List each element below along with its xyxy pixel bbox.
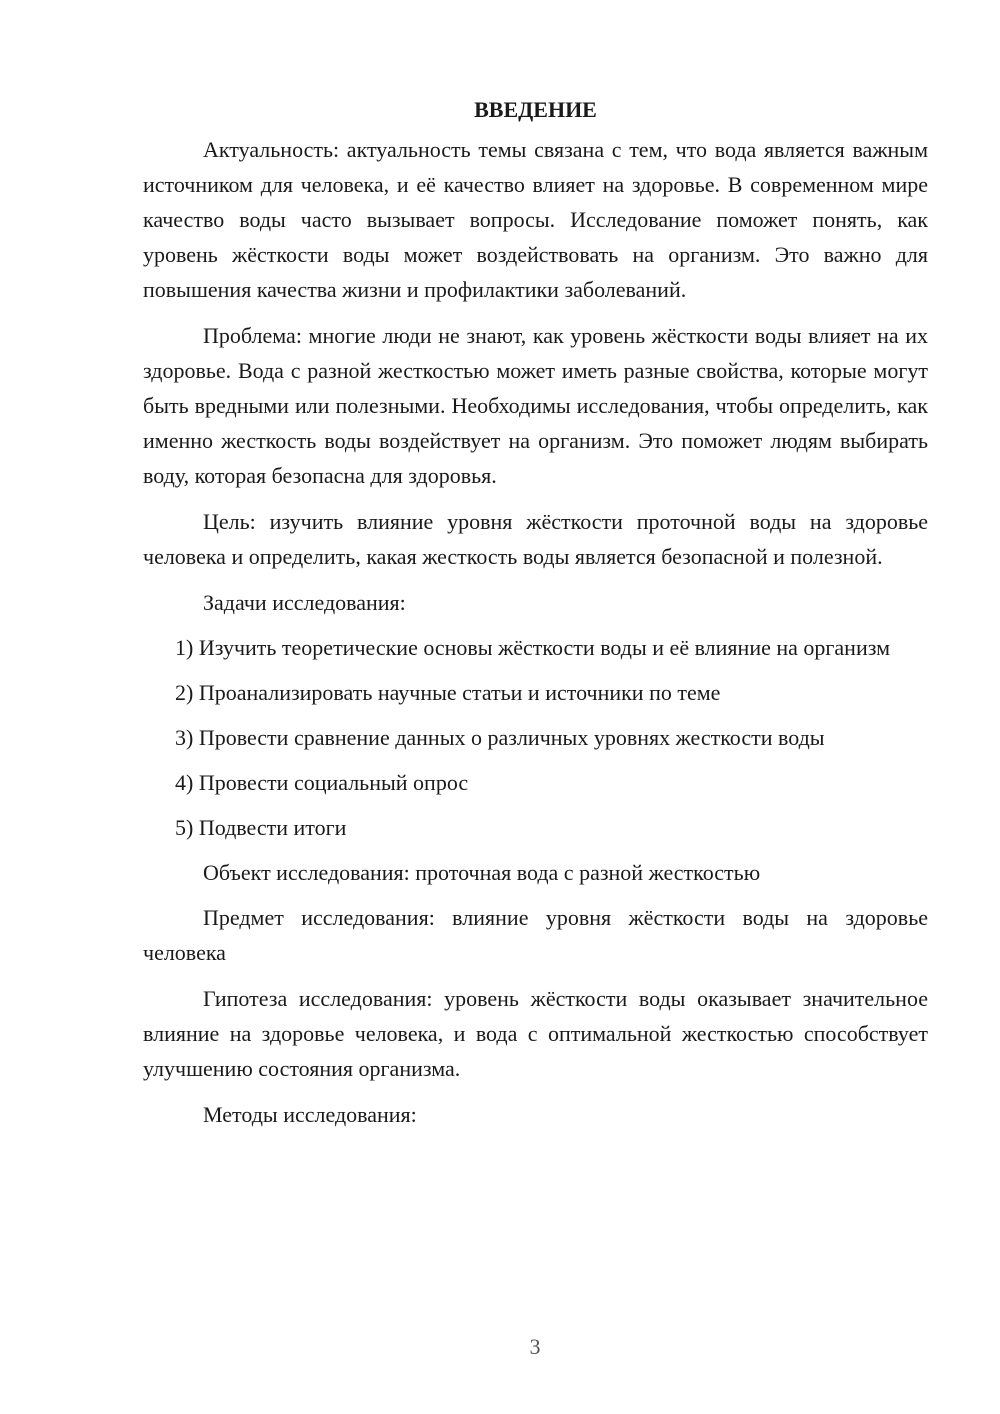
- task-item-1: 1) Изучить теоретические основы жёсткости воды и её влияние на организм: [175, 635, 891, 660]
- object-paragraph: Объект исследования: проточная вода с разной жесткостью: [203, 860, 761, 885]
- task-item-5: 5) Подвести итоги: [175, 815, 347, 840]
- goal-paragraph: Цель: изучить влияние уровня жёсткости проточной воды на здоровье человека и определить, какая жесткость воды является безопасной и полезной.: [143, 509, 928, 569]
- tasks-heading: Задачи исследования:: [203, 590, 406, 615]
- methods-heading: Методы исследования:: [203, 1102, 417, 1127]
- task-item-3: 3) Провести сравнение данных о различных уровнях жесткости воды: [175, 725, 825, 750]
- page-number: 3: [529, 1334, 541, 1359]
- task-item-4: 4) Провести социальный опрос: [175, 770, 469, 795]
- section-title: ВВЕДЕНИЕ: [474, 97, 597, 122]
- hypothesis-paragraph: Гипотеза исследования: уровень жёсткости воды оказывает значительное влияние на здоровье человека, и вода с оптимальной жесткостью способствует улучшению состояния организма.: [143, 986, 928, 1081]
- subject-paragraph: Предмет исследования: влияние уровня жёсткости воды на здоровье человека: [143, 905, 928, 965]
- task-item-2: 2) Проанализировать научные статьи и источники по теме: [175, 680, 721, 705]
- relevance-paragraph: Актуальность: актуальность темы связана с тем, что вода является важным источником для человека, и её качество влияет на здоровье. В современном мире качество воды часто вызывает вопросы. Исследование поможет понять, как уровень жёсткости воды может воздействовать на организм. Это важно для повышения качества жизни и профилактики заболеваний.: [143, 137, 928, 302]
- problem-paragraph: Проблема: многие люди не знают, как уровень жёсткости воды влияет на их здоровье. Вода с разной жесткостью может иметь разные свойства, которые могут быть вредными или полезными. Необходимы исследования, чтобы определить, как именно жесткость воды воздействует на организм. Это поможет людям выбирать воду, которая безопасна для здоровья.: [143, 323, 928, 488]
- document-page: [143, 92, 928, 1142]
